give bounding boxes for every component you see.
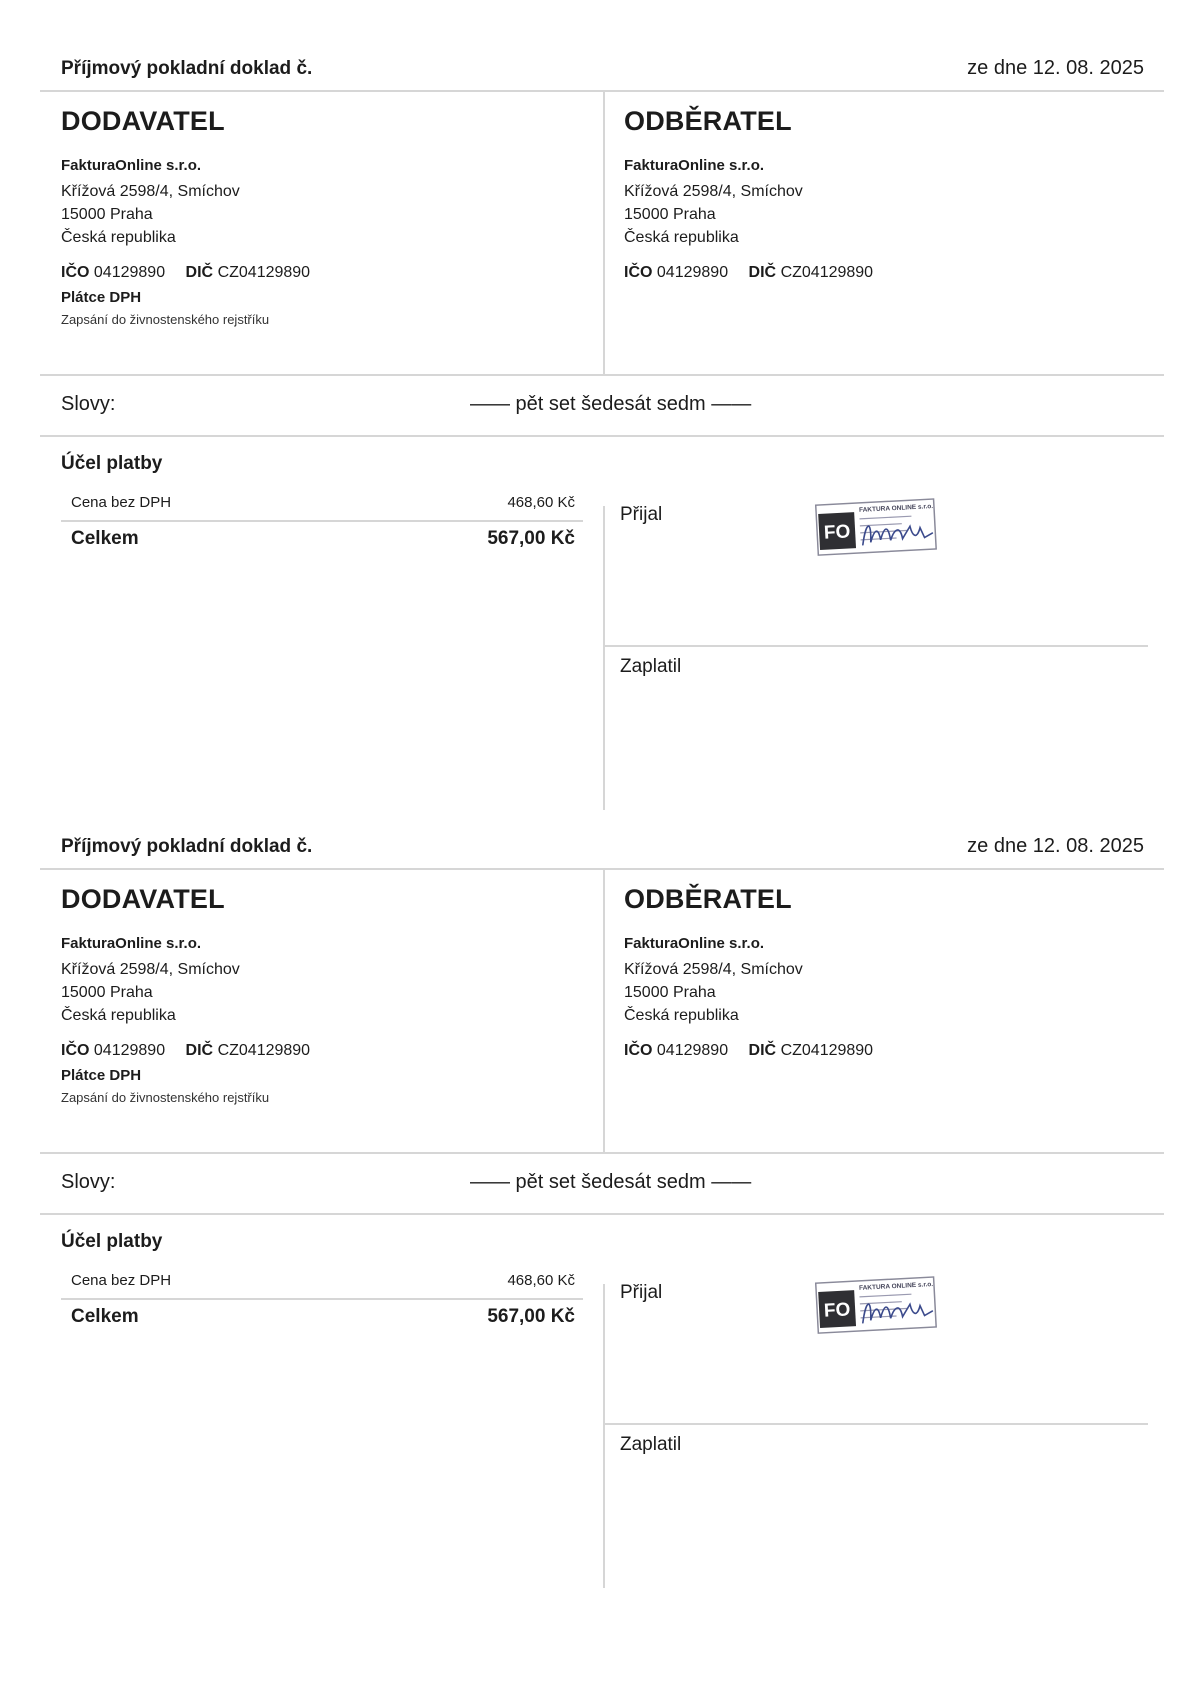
customer-dic: CZ04129890 (780, 264, 874, 281)
receipt (0, 48, 1200, 828)
amount-in-words: —— pět set šedesát sedm —— (470, 393, 752, 415)
customer-street: Křížová 2598/4, Smíchov (624, 183, 803, 200)
supplier-registration: Zapsání do živnostenského rejstříku (61, 312, 270, 327)
payment-purpose-label: Účel platby (61, 1231, 163, 1252)
document-date: ze dne 12. 08. 2025 (967, 835, 1144, 857)
amount-in-words: —— pět set šedesát sedm —— (470, 1171, 752, 1193)
customer-country: Česká republika (624, 229, 739, 246)
price-without-vat-label: Cena bez DPH (71, 494, 172, 511)
supplier-registration: Zapsání do živnostenského rejstříku (61, 1090, 270, 1105)
received-by-label: Přijal (620, 504, 663, 525)
customer-dic: CZ04129890 (780, 1042, 874, 1059)
supplier-ids (61, 264, 561, 282)
divider (40, 90, 1164, 92)
price-without-vat-value: 468,60 Kč (507, 494, 575, 511)
customer-street: Křížová 2598/4, Smíchov (624, 961, 803, 978)
customer-ids (624, 264, 1124, 282)
divider (40, 374, 1164, 376)
supplier-name: FakturaOnline s.r.o. (61, 157, 202, 174)
customer-ico-label: IČO (624, 1042, 653, 1059)
document-title: Příjmový pokladní doklad č. (61, 836, 313, 857)
customer-heading: ODBĚRATEL (624, 106, 792, 136)
customer-ids (624, 1042, 1124, 1060)
total-value: 567,00 Kč (487, 528, 575, 549)
supplier-street: Křížová 2598/4, Smíchov (61, 961, 240, 978)
divider (40, 435, 1164, 437)
supplier-ico: 04129890 (93, 1042, 166, 1059)
divider-vertical (603, 506, 605, 810)
customer-heading: ODBĚRATEL (624, 884, 792, 914)
divider (604, 1423, 1148, 1425)
customer-city: 15000 Praha (624, 984, 716, 1001)
price-without-vat-label: Cena bez DPH (71, 1272, 172, 1289)
customer-ico: 04129890 (656, 264, 729, 281)
supplier-vat-status: Plátce DPH (61, 1067, 142, 1084)
supplier-name: FakturaOnline s.r.o. (61, 935, 202, 952)
supplier-ids (61, 1042, 561, 1060)
supplier-country: Česká republika (61, 1007, 176, 1024)
svg-text:FO: FO (823, 1299, 851, 1322)
supplier-city: 15000 Praha (61, 984, 153, 1001)
supplier-heading: DODAVATEL (61, 106, 225, 136)
divider (40, 1213, 1164, 1215)
amount-in-words-label: Slovy: (61, 393, 116, 415)
supplier-city: 15000 Praha (61, 206, 153, 223)
customer-country: Česká republika (624, 1007, 739, 1024)
customer-name: FakturaOnline s.r.o. (624, 935, 765, 952)
total-label: Celkem (71, 528, 139, 549)
supplier-section (61, 106, 561, 327)
supplier-section (61, 884, 561, 1105)
customer-dic-label: DIČ (748, 264, 777, 281)
supplier-dic: CZ04129890 (217, 264, 311, 281)
receipt (0, 826, 1200, 1606)
svg-text:FAKTURA ONLINE s.r.o.: FAKTURA ONLINE s.r.o. (858, 503, 934, 514)
divider (40, 868, 1164, 870)
company-stamp (815, 497, 940, 559)
supplier-street: Křížová 2598/4, Smíchov (61, 183, 240, 200)
divider-vertical (603, 1284, 605, 1588)
divider-vertical (603, 869, 605, 1152)
company-stamp (815, 1275, 940, 1337)
supplier-country: Česká republika (61, 229, 176, 246)
supplier-ico-label: IČO (61, 1042, 90, 1059)
price-without-vat-row (61, 494, 583, 522)
svg-text:FAKTURA ONLINE s.r.o.: FAKTURA ONLINE s.r.o. (858, 1281, 934, 1292)
divider-vertical (603, 91, 605, 374)
customer-city: 15000 Praha (624, 206, 716, 223)
svg-text:FO: FO (823, 521, 851, 544)
document-title: Příjmový pokladní doklad č. (61, 58, 313, 79)
customer-ico: 04129890 (656, 1042, 729, 1059)
customer-section (624, 884, 1124, 1060)
customer-name: FakturaOnline s.r.o. (624, 157, 765, 174)
customer-section (624, 106, 1124, 282)
customer-ico-label: IČO (624, 264, 653, 281)
amount-in-words-label: Slovy: (61, 1171, 116, 1193)
customer-dic-label: DIČ (748, 1042, 777, 1059)
paid-by-label: Zaplatil (620, 656, 682, 677)
supplier-vat-status: Plátce DPH (61, 289, 142, 306)
supplier-dic-label: DIČ (185, 1042, 214, 1059)
supplier-ico-label: IČO (61, 264, 90, 281)
total-value: 567,00 Kč (487, 1306, 575, 1327)
supplier-heading: DODAVATEL (61, 884, 225, 914)
supplier-dic-label: DIČ (185, 264, 214, 281)
received-by-label: Přijal (620, 1282, 663, 1303)
divider (40, 1152, 1164, 1154)
supplier-ico: 04129890 (93, 264, 166, 281)
supplier-dic: CZ04129890 (217, 1042, 311, 1059)
divider (604, 645, 1148, 647)
price-without-vat-value: 468,60 Kč (507, 1272, 575, 1289)
price-without-vat-row (61, 1272, 583, 1300)
total-label: Celkem (71, 1306, 139, 1327)
paid-by-label: Zaplatil (620, 1434, 682, 1455)
document-date: ze dne 12. 08. 2025 (967, 57, 1144, 79)
payment-purpose-label: Účel platby (61, 453, 163, 474)
